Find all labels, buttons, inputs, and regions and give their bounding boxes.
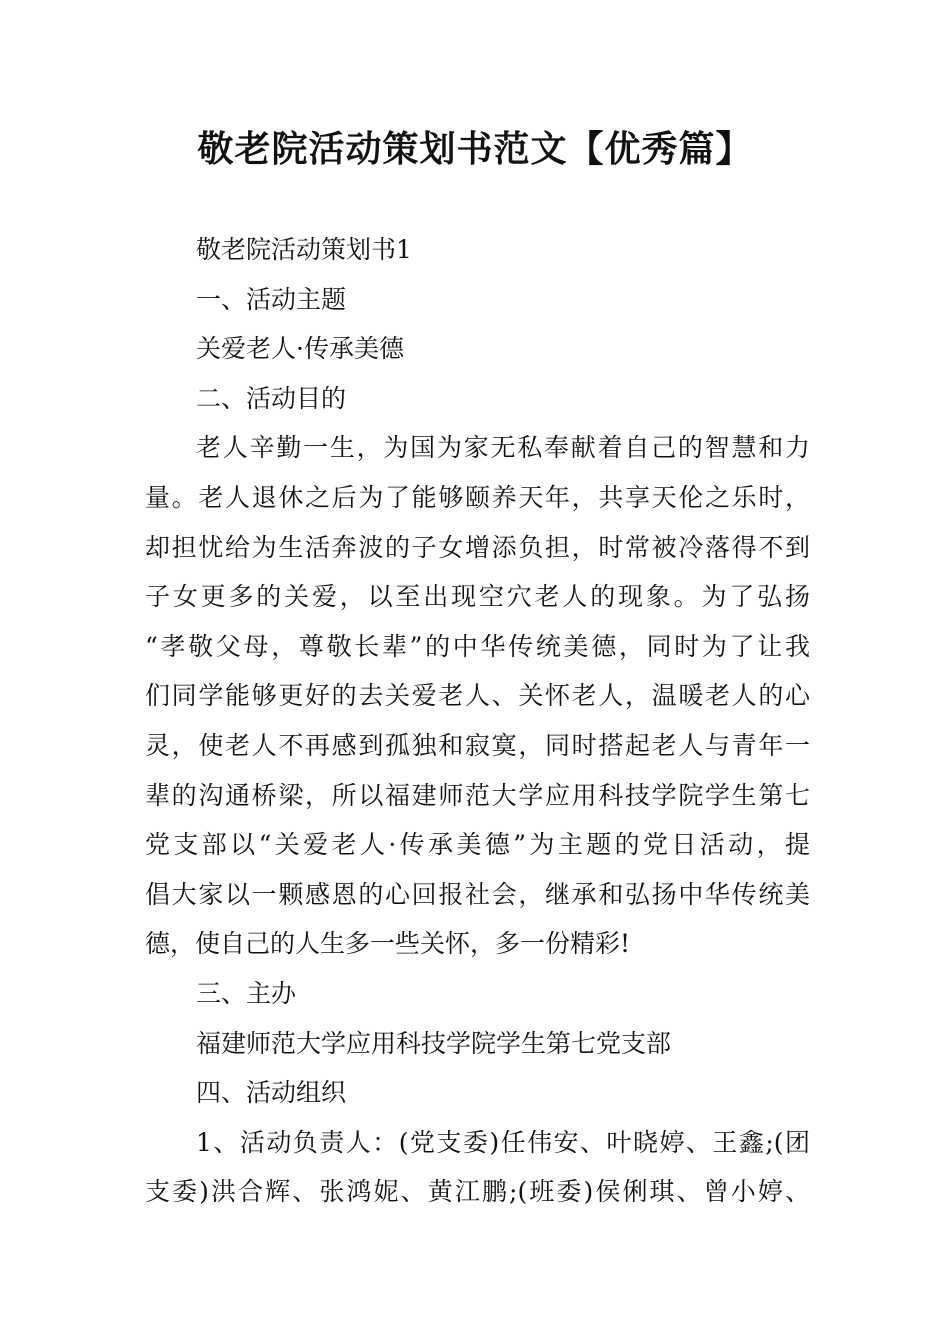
- document-line: 党支部以“关爱老人·传承美德”为主题的党日活动，提: [145, 830, 810, 860]
- document-line: 关爱老人·传承美德: [196, 334, 404, 364]
- document-line: 1、活动负责人：(党支委)任伟安、叶晓婷、王鑫;(团: [196, 1127, 810, 1157]
- document-line: 量。老人退休之后为了能够颐养天年，共享天伦之乐时，: [145, 482, 810, 512]
- document-line: 倡大家以一颗感恩的心回报社会，继承和弘扬中华传统美: [145, 879, 810, 909]
- document-line: “孝敬父母，尊敬长辈”的中华传统美德，同时为了让我: [145, 631, 810, 661]
- document-line: 一、活动主题: [196, 284, 347, 314]
- document-body: [145, 225, 810, 1217]
- document-line: 福建师范大学应用科技学院学生第七党支部: [196, 1028, 672, 1058]
- document-line: 四、活动组织: [196, 1078, 347, 1108]
- document-line: 灵，使老人不再感到孤独和寂寞，同时搭起老人与青年一: [145, 730, 810, 760]
- document-line: 二、活动目的: [196, 383, 347, 413]
- document-title: 敬老院活动策划书范文【优秀篇】: [197, 129, 753, 170]
- document-line: 们同学能够更好的去关爱老人、关怀老人，温暖老人的心: [145, 681, 810, 711]
- document-line: 支委)洪合辉、张鸿妮、黄江鹏;(班委)侯俐琪、曾小婷、: [145, 1177, 810, 1207]
- document-line: 辈的沟通桥梁，所以福建师范大学应用科技学院学生第七: [145, 780, 810, 810]
- document-line: 敬老院活动策划书1: [196, 235, 412, 264]
- document-line: 三、主办: [196, 978, 297, 1008]
- document-line: 子女更多的关爱，以至出现空穴老人的现象。为了弘扬: [145, 582, 810, 612]
- document-line: 却担忧给为生活奔波的子女增添负担，时常被冷落得不到: [145, 532, 810, 562]
- document-line: 德，使自己的人生多一些关怀，多一份精彩!: [145, 929, 631, 959]
- document-line: 老人辛勤一生，为国为家无私奉献着自己的智慧和力: [196, 433, 810, 463]
